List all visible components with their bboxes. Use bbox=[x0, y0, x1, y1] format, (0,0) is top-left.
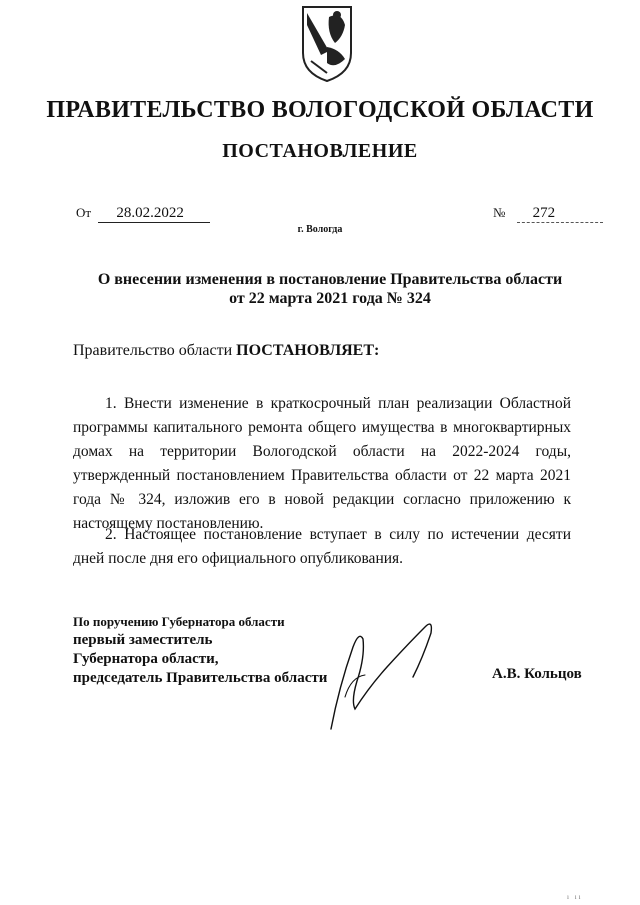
document-type: ПОСТАНОВЛЕНИЕ bbox=[222, 140, 418, 162]
number-prefix: № bbox=[493, 205, 506, 220]
coat-of-arms-icon bbox=[299, 3, 355, 83]
body-paragraph-2 bbox=[73, 523, 571, 571]
signer-line-4: председатель Правительства области bbox=[73, 670, 328, 686]
subject-line-2: от 22 марта 2021 года № 324 bbox=[229, 290, 431, 307]
signer-block bbox=[73, 612, 327, 688]
subject-line-1: О внесении изменения в постановление Правительства области bbox=[97, 271, 563, 288]
paragraph-2-text: 2. Настоящее постановление вступает в силу по истечении десяти дней после дня его официального опубликования. bbox=[73, 526, 571, 567]
government-title: ПРАВИТЕЛЬСТВО ВОЛОГОДСКОЙ ОБЛАСТИ bbox=[46, 97, 594, 123]
preamble-decree: ПОСТАНОВЛЯЕТ: bbox=[236, 342, 380, 359]
city: г. Вологда bbox=[297, 224, 343, 235]
signer-line-1: По поручению Губернатора области bbox=[73, 614, 285, 629]
number-line bbox=[493, 205, 603, 223]
preamble bbox=[73, 342, 379, 360]
document-subject bbox=[90, 270, 570, 308]
date-prefix: От bbox=[76, 205, 92, 220]
body-paragraph-1 bbox=[73, 392, 571, 536]
date-line bbox=[76, 205, 210, 223]
document-date: 28.02.2022 bbox=[98, 205, 210, 223]
signer-line-3: Губернатора области, bbox=[73, 651, 219, 667]
signer-name: А.В. Кольцов bbox=[492, 666, 582, 682]
paragraph-1-text: 1. Внести изменение в краткосрочный план реализации Областной программы капитального ремонта общего имущества в многоквартирных домах на территории Вологодской области на 2022-2024 годы, утвержденный постановлением Правительства области от 22 марта 2021 года № 324, изложив его в новой редакции согласно приложению к настоящему постановлению. bbox=[73, 395, 571, 532]
document-number: 272 bbox=[517, 205, 603, 223]
preamble-text: Правительство области bbox=[73, 342, 237, 359]
signer-line-2: первый заместитель bbox=[73, 632, 213, 648]
handwritten-signature bbox=[325, 617, 450, 737]
footer-mark: ı ıı bbox=[567, 893, 583, 901]
